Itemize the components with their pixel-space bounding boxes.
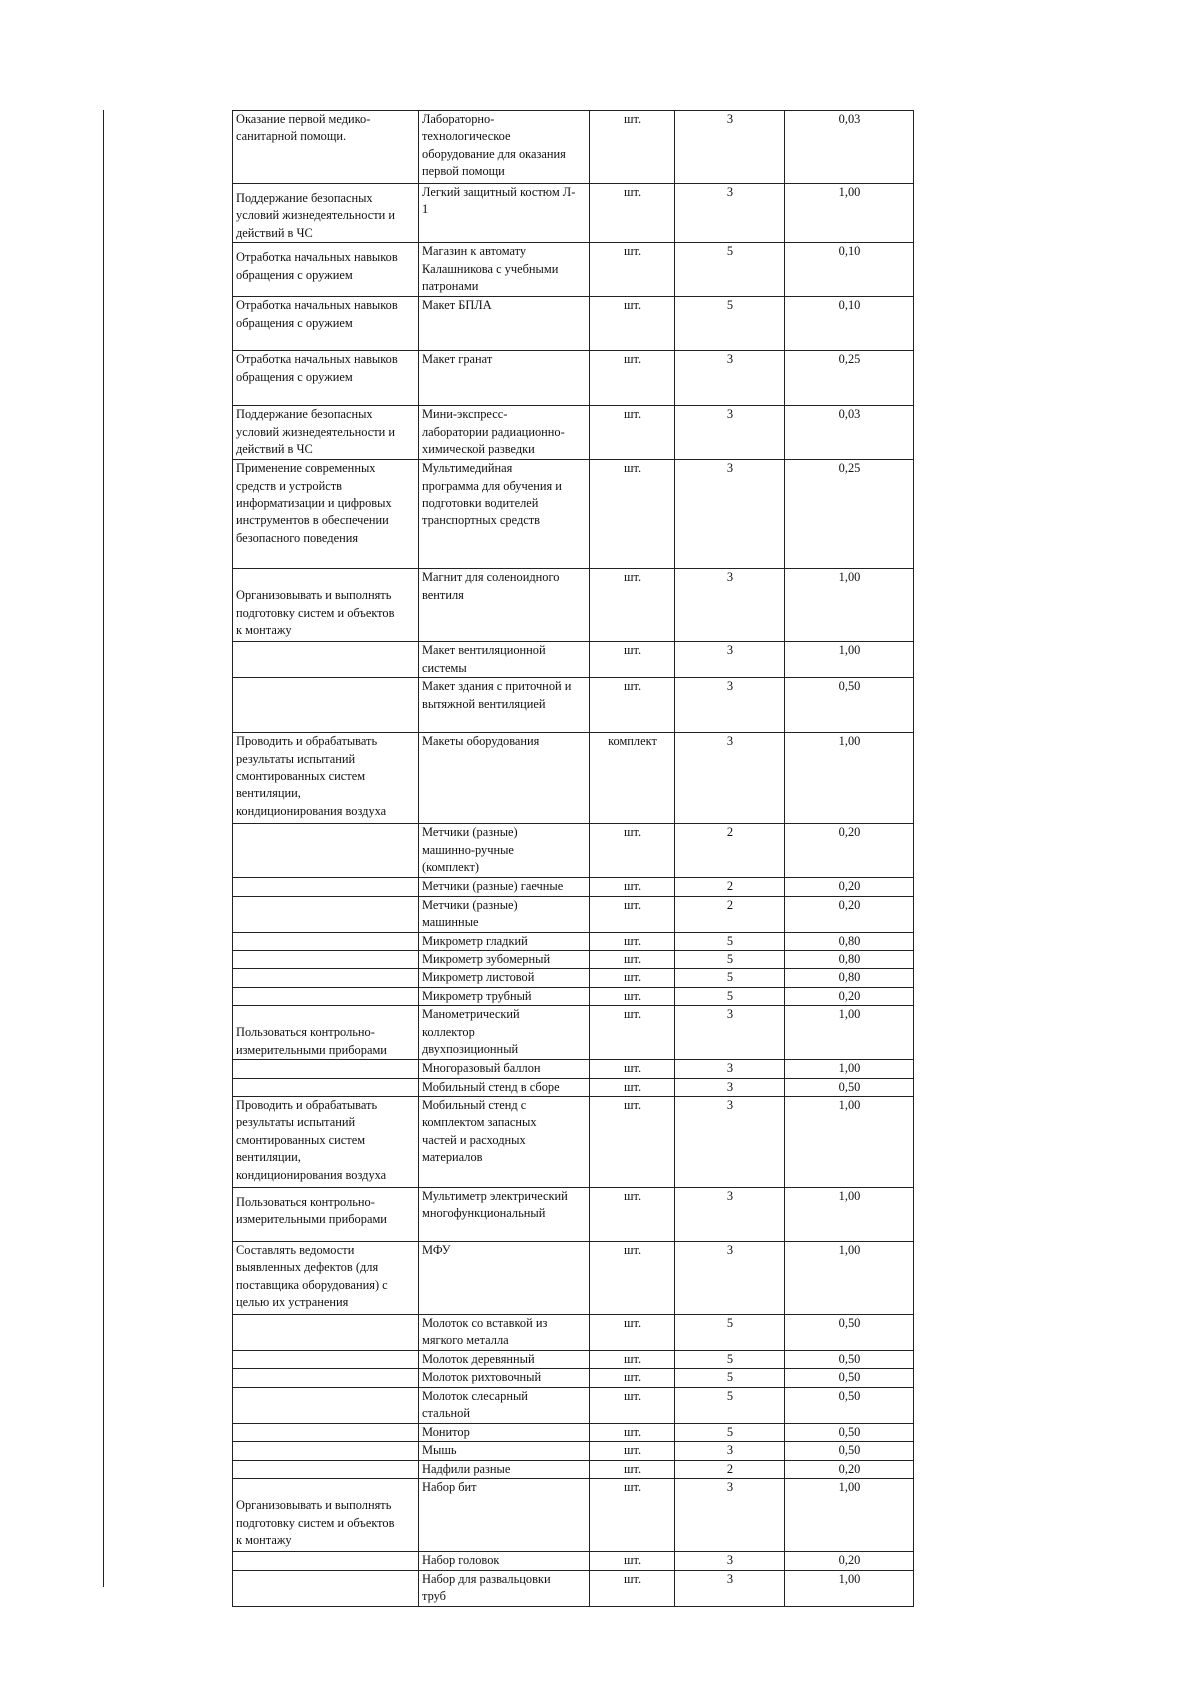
- equipment-name-cell: Микрометр листовой: [419, 969, 590, 987]
- equipment-name-cell: Мобильный стенд в сборе: [419, 1078, 590, 1096]
- table-row: [233, 1479, 914, 1552]
- purpose-cell: [233, 1351, 419, 1369]
- rate-cell: 1,00: [785, 1097, 914, 1188]
- purpose-cell: Поддержание безопасных условий жизнедеятельности и действий в ЧС: [233, 184, 419, 243]
- table-row: [233, 1060, 914, 1078]
- equipment-name-cell: Микрометр гладкий: [419, 932, 590, 950]
- rate-cell: 0,25: [785, 460, 914, 569]
- table-row: [233, 1442, 914, 1460]
- purpose-cell: Организовывать и выполнять подготовку систем и объектов к монтажу: [233, 1479, 419, 1552]
- equipment-name-cell: Магнит для соленоидного вентиля: [419, 569, 590, 642]
- rate-cell: 0,20: [785, 987, 914, 1005]
- rate-cell: 0,50: [785, 678, 914, 733]
- purpose-cell: Отработка начальных навыков обращения с оружием: [233, 243, 419, 297]
- quantity-cell: 5: [675, 1315, 785, 1351]
- table-row: [233, 824, 914, 878]
- equipment-name-cell: Микрометр зубомерный: [419, 951, 590, 969]
- rate-cell: 0,10: [785, 243, 914, 297]
- unit-cell: шт.: [590, 1315, 675, 1351]
- purpose-cell: Проводить и обрабатывать результаты испытаний смонтированных систем вентиляции, кондиционирования воздуха: [233, 733, 419, 824]
- purpose-cell: [233, 1552, 419, 1570]
- unit-cell: шт.: [590, 297, 675, 351]
- purpose-cell: Оказание первой медико- санитарной помощи.: [233, 111, 419, 184]
- purpose-cell: [233, 1460, 419, 1478]
- table-row: [233, 678, 914, 733]
- table-row: [233, 951, 914, 969]
- quantity-cell: 5: [675, 1351, 785, 1369]
- quantity-cell: 3: [675, 1097, 785, 1188]
- equipment-name-cell: Мини-экспресс- лаборатории радиационно- химической разведки: [419, 406, 590, 460]
- rate-cell: 1,00: [785, 1188, 914, 1242]
- equipment-name-cell: Мышь: [419, 1442, 590, 1460]
- unit-cell: шт.: [590, 1060, 675, 1078]
- equipment-name-cell: Магазин к автомату Калашникова с учебными патронами: [419, 243, 590, 297]
- rate-cell: 1,00: [785, 1242, 914, 1315]
- equipment-name-cell: Набор для развальцовки труб: [419, 1570, 590, 1606]
- unit-cell: шт.: [590, 1479, 675, 1552]
- quantity-cell: 3: [675, 1060, 785, 1078]
- rate-cell: 0,50: [785, 1078, 914, 1096]
- rate-cell: 0,20: [785, 1552, 914, 1570]
- purpose-cell: [233, 932, 419, 950]
- quantity-cell: 3: [675, 1442, 785, 1460]
- equipment-name-cell: Метчики (разные) машинно-ручные (комплект): [419, 824, 590, 878]
- table-row: [233, 1006, 914, 1060]
- quantity-cell: 3: [675, 460, 785, 569]
- unit-cell: шт.: [590, 1078, 675, 1096]
- purpose-cell: Составлять ведомости выявленных дефектов (для поставщика оборудования) с целью их устранения: [233, 1242, 419, 1315]
- unit-cell: шт.: [590, 969, 675, 987]
- table-row: [233, 1351, 914, 1369]
- quantity-cell: 2: [675, 824, 785, 878]
- quantity-cell: 5: [675, 297, 785, 351]
- unit-cell: шт.: [590, 1387, 675, 1423]
- rate-cell: 0,20: [785, 1460, 914, 1478]
- table-row: [233, 1078, 914, 1096]
- equipment-name-cell: Мультимедийная программа для обучения и подготовки водителей транспортных средств: [419, 460, 590, 569]
- equipment-name-cell: Легкий защитный костюм Л- 1: [419, 184, 590, 243]
- rate-cell: 0,20: [785, 896, 914, 932]
- table-row: [233, 987, 914, 1005]
- purpose-cell: [233, 678, 419, 733]
- unit-cell: шт.: [590, 1188, 675, 1242]
- purpose-cell: [233, 878, 419, 896]
- quantity-cell: 2: [675, 878, 785, 896]
- unit-cell: шт.: [590, 1097, 675, 1188]
- left-margin-rule: [103, 110, 104, 1587]
- rate-cell: 0,80: [785, 969, 914, 987]
- purpose-cell: [233, 969, 419, 987]
- purpose-cell: Организовывать и выполнять подготовку систем и объектов к монтажу: [233, 569, 419, 642]
- unit-cell: шт.: [590, 896, 675, 932]
- quantity-cell: 5: [675, 932, 785, 950]
- table-row: [233, 1423, 914, 1441]
- rate-cell: 1,00: [785, 184, 914, 243]
- equipment-name-cell: Мобильный стенд с комплектом запасных частей и расходных материалов: [419, 1097, 590, 1188]
- equipment-name-cell: Молоток рихтовочный: [419, 1369, 590, 1387]
- purpose-cell: [233, 1442, 419, 1460]
- rate-cell: 1,00: [785, 569, 914, 642]
- unit-cell: шт.: [590, 1351, 675, 1369]
- table-row: [233, 1387, 914, 1423]
- rate-cell: 0,50: [785, 1423, 914, 1441]
- rate-cell: 0,80: [785, 932, 914, 950]
- unit-cell: шт.: [590, 1242, 675, 1315]
- rate-cell: 0,50: [785, 1369, 914, 1387]
- table-row: [233, 297, 914, 351]
- quantity-cell: 5: [675, 1387, 785, 1423]
- equipment-name-cell: Макеты оборудования: [419, 733, 590, 824]
- rate-cell: 0,50: [785, 1351, 914, 1369]
- rate-cell: 1,00: [785, 733, 914, 824]
- purpose-cell: Пользоваться контрольно- измерительными приборами: [233, 1006, 419, 1060]
- purpose-cell: [233, 896, 419, 932]
- table-row: [233, 243, 914, 297]
- purpose-cell: [233, 1387, 419, 1423]
- unit-cell: шт.: [590, 878, 675, 896]
- quantity-cell: 3: [675, 1006, 785, 1060]
- table-row: [233, 406, 914, 460]
- quantity-cell: 5: [675, 1369, 785, 1387]
- rate-cell: 0,25: [785, 351, 914, 406]
- table-row: [233, 111, 914, 184]
- equipment-name-cell: Манометрический коллектор двухпозиционный: [419, 1006, 590, 1060]
- unit-cell: шт.: [590, 932, 675, 950]
- unit-cell: шт.: [590, 111, 675, 184]
- equipment-name-cell: Метчики (разные) гаечные: [419, 878, 590, 896]
- unit-cell: шт.: [590, 987, 675, 1005]
- unit-cell: шт.: [590, 678, 675, 733]
- quantity-cell: 2: [675, 1460, 785, 1478]
- table-row: [233, 878, 914, 896]
- quantity-cell: 5: [675, 1423, 785, 1441]
- table-row: [233, 569, 914, 642]
- unit-cell: шт.: [590, 1552, 675, 1570]
- quantity-cell: 3: [675, 733, 785, 824]
- unit-cell: шт.: [590, 351, 675, 406]
- purpose-cell: [233, 1570, 419, 1606]
- quantity-cell: 3: [675, 111, 785, 184]
- equipment-table: [232, 110, 914, 1607]
- table-row: [233, 642, 914, 678]
- equipment-name-cell: МФУ: [419, 1242, 590, 1315]
- table-row: [233, 1315, 914, 1351]
- rate-cell: 0,50: [785, 1387, 914, 1423]
- quantity-cell: 5: [675, 987, 785, 1005]
- equipment-name-cell: Макет гранат: [419, 351, 590, 406]
- rate-cell: 1,00: [785, 1060, 914, 1078]
- table-row: [233, 896, 914, 932]
- unit-cell: шт.: [590, 406, 675, 460]
- equipment-name-cell: Макет вентиляционной системы: [419, 642, 590, 678]
- purpose-cell: Применение современных средств и устройств информатизации и цифровых инструментов в обеспечении безопасного поведения: [233, 460, 419, 569]
- table-row: [233, 932, 914, 950]
- rate-cell: 0,50: [785, 1442, 914, 1460]
- purpose-cell: [233, 1060, 419, 1078]
- rate-cell: 0,20: [785, 824, 914, 878]
- unit-cell: шт.: [590, 1006, 675, 1060]
- equipment-name-cell: Макет БПЛА: [419, 297, 590, 351]
- unit-cell: шт.: [590, 460, 675, 569]
- purpose-cell: [233, 824, 419, 878]
- equipment-name-cell: Макет здания с приточной и вытяжной вентиляцией: [419, 678, 590, 733]
- unit-cell: шт.: [590, 1369, 675, 1387]
- table-row: [233, 1188, 914, 1242]
- quantity-cell: 3: [675, 569, 785, 642]
- equipment-name-cell: Многоразовый баллон: [419, 1060, 590, 1078]
- purpose-cell: Отработка начальных навыков обращения с оружием: [233, 351, 419, 406]
- quantity-cell: 3: [675, 1078, 785, 1096]
- purpose-cell: [233, 987, 419, 1005]
- quantity-cell: 3: [675, 1552, 785, 1570]
- rate-cell: 0,10: [785, 297, 914, 351]
- quantity-cell: 5: [675, 969, 785, 987]
- purpose-cell: [233, 642, 419, 678]
- table-row: [233, 1369, 914, 1387]
- unit-cell: шт.: [590, 642, 675, 678]
- equipment-name-cell: Монитор: [419, 1423, 590, 1441]
- quantity-cell: 3: [675, 184, 785, 243]
- purpose-cell: [233, 1369, 419, 1387]
- rate-cell: 0,80: [785, 951, 914, 969]
- equipment-table-body: [233, 111, 914, 1607]
- table-row: [233, 1097, 914, 1188]
- unit-cell: шт.: [590, 951, 675, 969]
- rate-cell: 0,03: [785, 406, 914, 460]
- purpose-cell: [233, 1315, 419, 1351]
- equipment-name-cell: Молоток слесарный стальной: [419, 1387, 590, 1423]
- table-row: [233, 184, 914, 243]
- equipment-name-cell: Мультиметр электрический многофункциональный: [419, 1188, 590, 1242]
- purpose-cell: Поддержание безопасных условий жизнедеятельности и действий в ЧС: [233, 406, 419, 460]
- purpose-cell: [233, 951, 419, 969]
- quantity-cell: 3: [675, 678, 785, 733]
- rate-cell: 1,00: [785, 1570, 914, 1606]
- purpose-cell: Проводить и обрабатывать результаты испытаний смонтированных систем вентиляции, кондиционирования воздуха: [233, 1097, 419, 1188]
- unit-cell: шт.: [590, 184, 675, 243]
- quantity-cell: 3: [675, 1570, 785, 1606]
- equipment-name-cell: Набор бит: [419, 1479, 590, 1552]
- table-row: [233, 1460, 914, 1478]
- purpose-cell: Пользоваться контрольно- измерительными приборами: [233, 1188, 419, 1242]
- rate-cell: 0,03: [785, 111, 914, 184]
- equipment-name-cell: Надфили разные: [419, 1460, 590, 1478]
- equipment-name-cell: Молоток со вставкой из мягкого металла: [419, 1315, 590, 1351]
- quantity-cell: 3: [675, 1188, 785, 1242]
- rate-cell: 1,00: [785, 1006, 914, 1060]
- unit-cell: шт.: [590, 1442, 675, 1460]
- quantity-cell: 3: [675, 1242, 785, 1315]
- purpose-cell: Отработка начальных навыков обращения с оружием: [233, 297, 419, 351]
- table-row: [233, 1570, 914, 1606]
- purpose-cell: [233, 1423, 419, 1441]
- equipment-name-cell: Микрометр трубный: [419, 987, 590, 1005]
- rate-cell: 0,50: [785, 1315, 914, 1351]
- unit-cell: шт.: [590, 1460, 675, 1478]
- unit-cell: шт.: [590, 243, 675, 297]
- unit-cell: шт.: [590, 569, 675, 642]
- unit-cell: комплект: [590, 733, 675, 824]
- table-row: [233, 1552, 914, 1570]
- rate-cell: 1,00: [785, 1479, 914, 1552]
- quantity-cell: 5: [675, 243, 785, 297]
- quantity-cell: 2: [675, 896, 785, 932]
- equipment-name-cell: Молоток деревянный: [419, 1351, 590, 1369]
- unit-cell: шт.: [590, 824, 675, 878]
- quantity-cell: 3: [675, 351, 785, 406]
- rate-cell: 0,20: [785, 878, 914, 896]
- equipment-name-cell: Набор головок: [419, 1552, 590, 1570]
- table-row: [233, 969, 914, 987]
- unit-cell: шт.: [590, 1570, 675, 1606]
- equipment-name-cell: Метчики (разные) машинные: [419, 896, 590, 932]
- quantity-cell: 3: [675, 406, 785, 460]
- table-row: [233, 351, 914, 406]
- equipment-name-cell: Лабораторно- технологическое оборудование для оказания первой помощи: [419, 111, 590, 184]
- table-row: [233, 733, 914, 824]
- quantity-cell: 3: [675, 1479, 785, 1552]
- table-row: [233, 460, 914, 569]
- purpose-cell: [233, 1078, 419, 1096]
- table-row: [233, 1242, 914, 1315]
- rate-cell: 1,00: [785, 642, 914, 678]
- unit-cell: шт.: [590, 1423, 675, 1441]
- quantity-cell: 3: [675, 642, 785, 678]
- quantity-cell: 5: [675, 951, 785, 969]
